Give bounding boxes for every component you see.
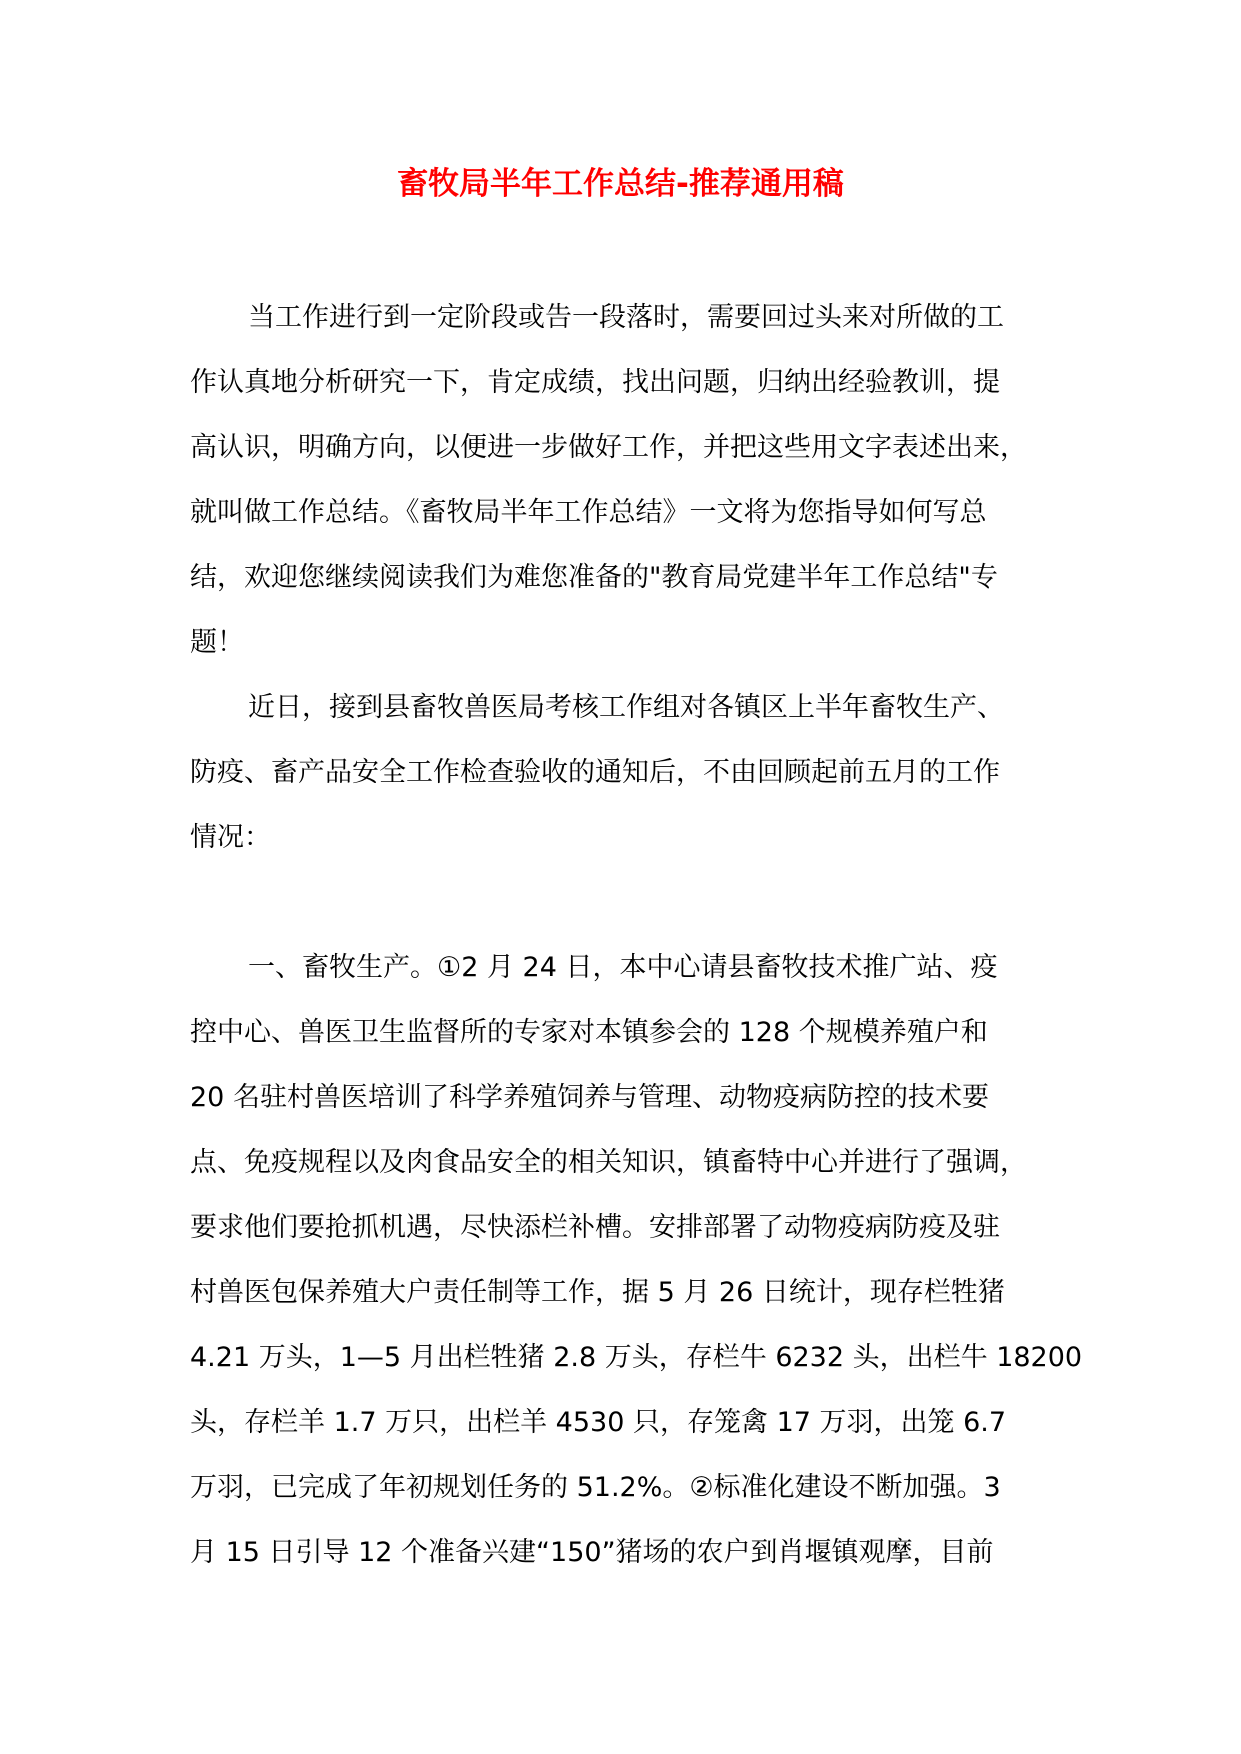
document-title: 畜牧局半年工作总结-推荐通用稿 — [397, 166, 844, 202]
text-line: 控中心、兽医卫生监督所的专家对本镇参会的 128 个规模养殖户和 — [190, 1017, 988, 1048]
text-line: 点、免疫规程以及肉食品安全的相关知识，镇畜特中心并进行了强调， — [190, 1147, 1027, 1178]
text-line: 就叫做工作总结。《畜牧局半年工作总结》一文将为您指导如何写总 — [190, 497, 987, 528]
paragraph-livestock-production — [190, 935, 1083, 1585]
text-line: 当工作进行到一定阶段或告一段落时，需要回过头来对所做的工 — [248, 302, 1004, 333]
paragraph-intro — [190, 285, 1070, 675]
text-line: 万羽，已完成了年初规划任务的 51.2%。②标准化建设不断加强。3 — [190, 1472, 1001, 1503]
text-line: 头，存栏羊 1.7 万只，出栏羊 4530 只，存笼禽 17 万羽，出笼 6.7 — [190, 1407, 1007, 1438]
text-line: 结，欢迎您继续阅读我们为难您准备的"教育局党建半年工作总结"专 — [190, 562, 998, 593]
text-line: 近日，接到县畜牧兽医局考核工作组对各镇区上半年畜牧生产、 — [248, 692, 1004, 723]
text-line: 高认识，明确方向，以便进一步做好工作，并把这些用文字表述出来， — [190, 432, 1027, 463]
text-line: 防疫、畜产品安全工作检查验收的通知后，不由回顾起前五月的工作 — [190, 757, 1000, 788]
text-line: 情况： — [190, 822, 271, 853]
text-line: 月 15 日引导 12 个准备兴建“150”猪场的农户到肖堰镇观摩，目前 — [190, 1537, 994, 1568]
text-line: 20 名驻村兽医培训了科学养殖饲养与管理、动物疫病防控的技术要 — [190, 1082, 989, 1113]
text-line: 一、畜牧生产。①2 月 24 日，本中心请县畜牧技术推广站、疫 — [248, 952, 998, 983]
text-line: 题！ — [190, 627, 244, 658]
text-line: 要求他们要抢抓机遇，尽快添栏补槽。安排部署了动物疫病防疫及驻 — [190, 1212, 1000, 1243]
paragraph-notice — [190, 675, 1070, 870]
text-line: 4.21 万头，1—5 月出栏牲猪 2.8 万头，存栏牛 6232 头，出栏牛 18200 — [190, 1342, 1083, 1373]
text-line: 作认真地分析研究一下，肯定成绩，找出问题，归纳出经验教训，提 — [190, 367, 1000, 398]
text-line: 村兽医包保养殖大户责任制等工作，据 5 月 26 日统计，现存栏牲猪 — [190, 1277, 1005, 1308]
